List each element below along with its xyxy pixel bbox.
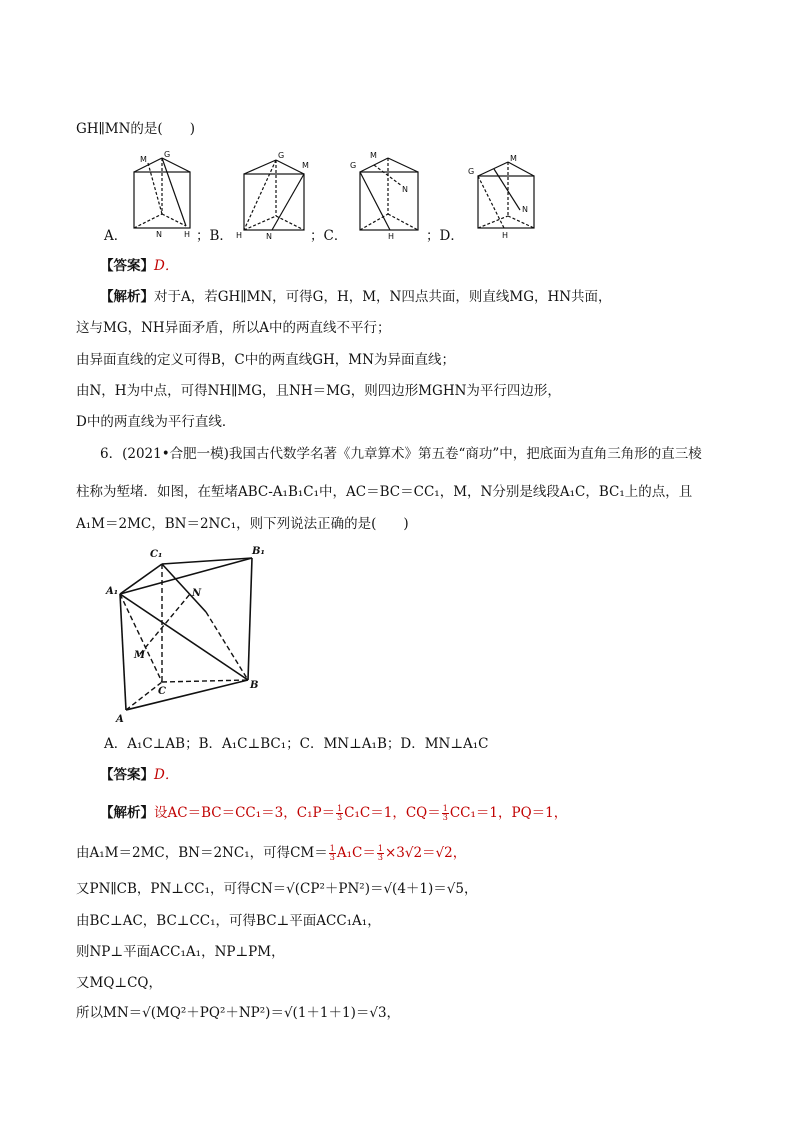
q5-stem-tail: GH∥MN的是( ): [76, 121, 195, 137]
fig-c-label-h: H: [388, 232, 395, 240]
figure-c-prism: [346, 146, 426, 240]
q5-analysis-line-5: D中的两直线为平行直线．: [76, 414, 236, 430]
fig-a-label-g: G: [164, 150, 171, 159]
q6-analysis-line-5: 则NP⊥平面ACC₁A₁，NP⊥PM，: [76, 944, 285, 960]
q6-label-a: A: [116, 714, 124, 725]
fig-a-label-n: N: [156, 230, 162, 239]
option-a-label: A．: [104, 228, 128, 244]
option-c-label: ；C．: [310, 228, 348, 244]
q6-options: A．A₁C⊥AB；B．A₁C⊥BC₁；C．MN⊥A₁B；D．MN⊥A₁C: [104, 736, 489, 752]
q6-stem-line-1: 6．(2021•合肥一模)我国古代数学名著《九章算术》第五卷“商功”中，把底面为直角三角形的直三棱: [100, 446, 702, 462]
fig-c-label-n: N: [402, 185, 408, 194]
figure-a-prism: [128, 148, 198, 240]
q5-analysis-line-2: 这与MG，NH异面矛盾，所以A中的两直线不平行；: [76, 320, 391, 336]
fig-b-label-h: H: [236, 231, 243, 240]
q6-answer: 【答案】D．: [100, 767, 179, 783]
q6-analysis-line-1: 【解析】设AC＝BC＝CC₁＝3，C₁P＝ $\frac{1}{3}$ C₁C＝1，CQ＝ $\frac{1}{3}$ CC₁＝1，PQ＝1，: [100, 804, 568, 822]
fig-b-label-m: M: [302, 161, 309, 170]
fig-b-label-g: G: [278, 151, 285, 160]
option-b-label: ；B．: [196, 228, 233, 244]
fig-c-label-m: M: [370, 151, 377, 160]
q6-label-c1: C₁: [150, 549, 163, 560]
q6-label-m: M: [134, 650, 146, 661]
fig-d-label-h: H: [502, 231, 509, 240]
q6-label-a1: A₁: [106, 586, 119, 597]
q5-analysis-line-3: 由异面直线的定义可得B，C中的两直线GH，MN为异面直线；: [76, 352, 455, 368]
fig-d-label-m: M: [510, 154, 517, 163]
q6-prism-figure: [104, 542, 284, 726]
figure-b-prism: [236, 146, 316, 240]
option-d-label: ；D．: [426, 228, 464, 244]
q6-analysis-line-4: 由BC⊥AC，BC⊥CC₁，可得BC⊥平面ACC₁A₁，: [76, 913, 381, 929]
fig-a-label-h: H: [184, 230, 191, 239]
q6-label-b: B: [250, 680, 259, 691]
q6-stem-line-3: A₁M＝2MC，BN＝2NC₁，则下列说法正确的是( ): [76, 516, 409, 532]
q6-stem-line-2: 柱称为堑堵．如图，在堑堵ABC-A₁B₁C₁中，AC＝BC＝CC₁，M，N分别是线段A₁C，BC₁上的点，且: [76, 484, 693, 500]
fig-d-label-n: N: [522, 205, 528, 214]
q6-label-c: C: [158, 686, 166, 697]
fig-b-label-n: N: [266, 232, 272, 240]
fig-c-label-g: G: [350, 161, 357, 170]
q6-label-b1: B₁: [252, 546, 265, 557]
q5-analysis-line-4: 由N，H为中点，可得NH∥MG，且NH＝MG，则四边形MGHN为平行四边形，: [76, 383, 561, 399]
fig-d-label-g: G: [468, 167, 475, 176]
q6-label-n: N: [192, 588, 202, 599]
q6-analysis-line-6: 又MQ⊥CQ，: [76, 975, 162, 991]
q6-analysis-line-3: 又PN∥CB，PN⊥CC₁，可得CN＝√(CP²＋PN²)＝√(4＋1)＝√5，: [76, 881, 478, 897]
q6-analysis-line-7: 所以MN＝√(MQ²＋PQ²＋NP²)＝√(1＋1＋1)＝√3，: [76, 1005, 401, 1021]
q5-analysis-line-1: 【解析】对于A，若GH∥MN，可得G，H，M，N四点共面，则直线MG，HN共面，: [100, 289, 612, 305]
figure-d-prism: [466, 152, 542, 240]
q6-analysis-line-2: 由A₁M＝2MC，BN＝2NC₁，可得CM＝ $\frac{1}{3}$ A₁C＝ $\frac{1}{3}$ ×3√2＝√2，: [76, 844, 467, 862]
fig-a-label-m: M: [140, 155, 147, 164]
q5-answer: 【答案】D．: [100, 258, 179, 274]
